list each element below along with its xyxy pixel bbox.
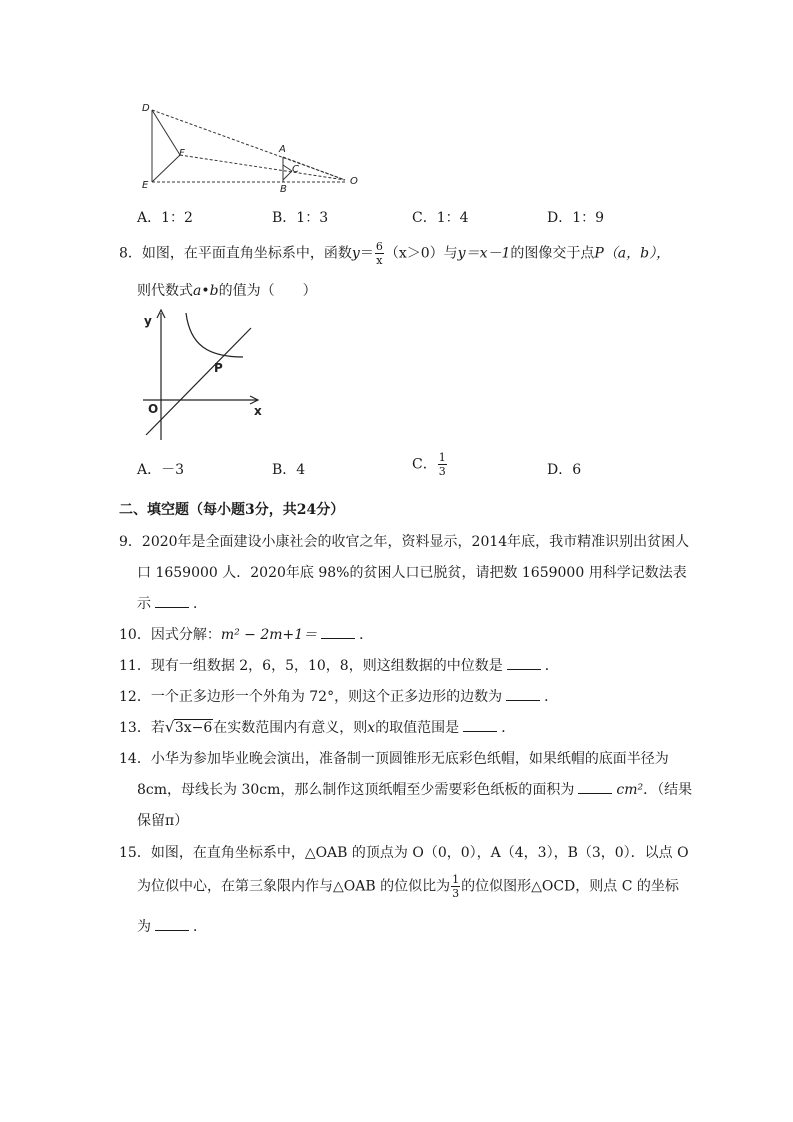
q7-option-c: C．1：4 — [412, 210, 469, 226]
q14-line3: 保留π） — [137, 813, 189, 829]
q8-y-label: y — [144, 314, 152, 328]
q8-fraction: $\frac{6}{x}$ — [375, 240, 383, 267]
q10-answer-blank — [321, 626, 355, 639]
q15-line2: 为位似中心，在第三象限内作与△OAB 的位似比为 $\frac{1}{3}$ 的位似图形△OCD，则点 C 的坐标 — [137, 873, 679, 900]
q8-x-label: x — [254, 404, 262, 418]
section-2-title: 二、填空题（每小题3分，共24分） — [119, 502, 345, 518]
q15-line1: 15．如图，在直角坐标系中，△OAB 的顶点为 O（0，0），A（4，3），B（3，0）．以点 O — [119, 845, 689, 861]
q7-option-b: B．1：3 — [272, 210, 329, 226]
q8-option-b: B．4 — [272, 462, 306, 478]
q11: 11．现有一组数据 2，6，5，10，8，则这组数据的中位数是 ． — [119, 658, 559, 674]
q8-line2: 则代数式a•b的值为（ ） — [137, 283, 317, 299]
q10: 10．因式分解：m² − 2m+1＝ ． — [119, 627, 374, 643]
q13: 13．若 √ 3x−6在实数范围内有意义，则x的取值范围是 ． — [119, 718, 516, 736]
q7-label-F: F — [179, 148, 185, 159]
q14-line2: 8cm，母线长为 30cm，那么制作这顶纸帽至少需要彩色纸板的面积为 cm²．（结果 — [137, 782, 693, 798]
q8-option-a: A．－3 — [137, 462, 185, 478]
q8-option-c: C． $\frac{1}{3}$ — [412, 451, 446, 478]
q7-label-O: O — [350, 176, 358, 187]
q14-line1: 14．小华为参加毕业晚会演出，准备制一顶圆锥形无底彩色纸帽，如果纸帽的底面半径为 — [119, 751, 669, 767]
q9-line1: 9．2020年是全面建设小康社会的收官之年，资料显示，2014年底，我市精准识别出贫困人 — [119, 534, 690, 550]
q13-answer-blank — [463, 719, 497, 732]
q15-line3: 为 ． — [137, 919, 207, 935]
q7-label-E: E — [142, 180, 149, 191]
q14-answer-blank — [578, 781, 612, 794]
q9-line3: 示 ． — [137, 596, 207, 612]
q15-answer-blank — [155, 918, 189, 931]
q8-point-label: P — [214, 361, 223, 375]
q12-answer-blank — [506, 688, 540, 701]
q13-sqrt: √ 3x−6 — [164, 718, 213, 736]
q7-option-a: A．1：2 — [137, 210, 193, 226]
q7-label-D: D — [142, 103, 150, 114]
q15-fraction: $\frac{1}{3}$ — [452, 873, 460, 900]
q8-origin-label: O — [148, 402, 159, 416]
q11-answer-blank — [507, 657, 541, 670]
q7-label-A: A — [279, 144, 286, 155]
q12: 12．一个正多边形一个外角为 72°，则这个正多边形的边数为 ． — [119, 689, 559, 705]
q9-answer-blank — [155, 595, 189, 608]
q7-label-C: C — [292, 164, 299, 175]
q7-figure — [130, 95, 370, 195]
q9-line2: 口 1659000 人．2020年底 98%的贫困人口已脱贫，请把数 1659000 用科学记数法表 — [137, 565, 687, 581]
q8-figure — [138, 305, 278, 445]
q7-option-d: D．1：9 — [547, 210, 605, 226]
q8-line1: 8．如图，在平面直角坐标系中，函数y＝ $\frac{6}{x}$ （x＞0）与y＝x－1的图像交于点P（a，b）， — [119, 240, 671, 267]
q7-label-B: B — [280, 184, 287, 195]
q8-option-d: D．6 — [547, 462, 582, 478]
